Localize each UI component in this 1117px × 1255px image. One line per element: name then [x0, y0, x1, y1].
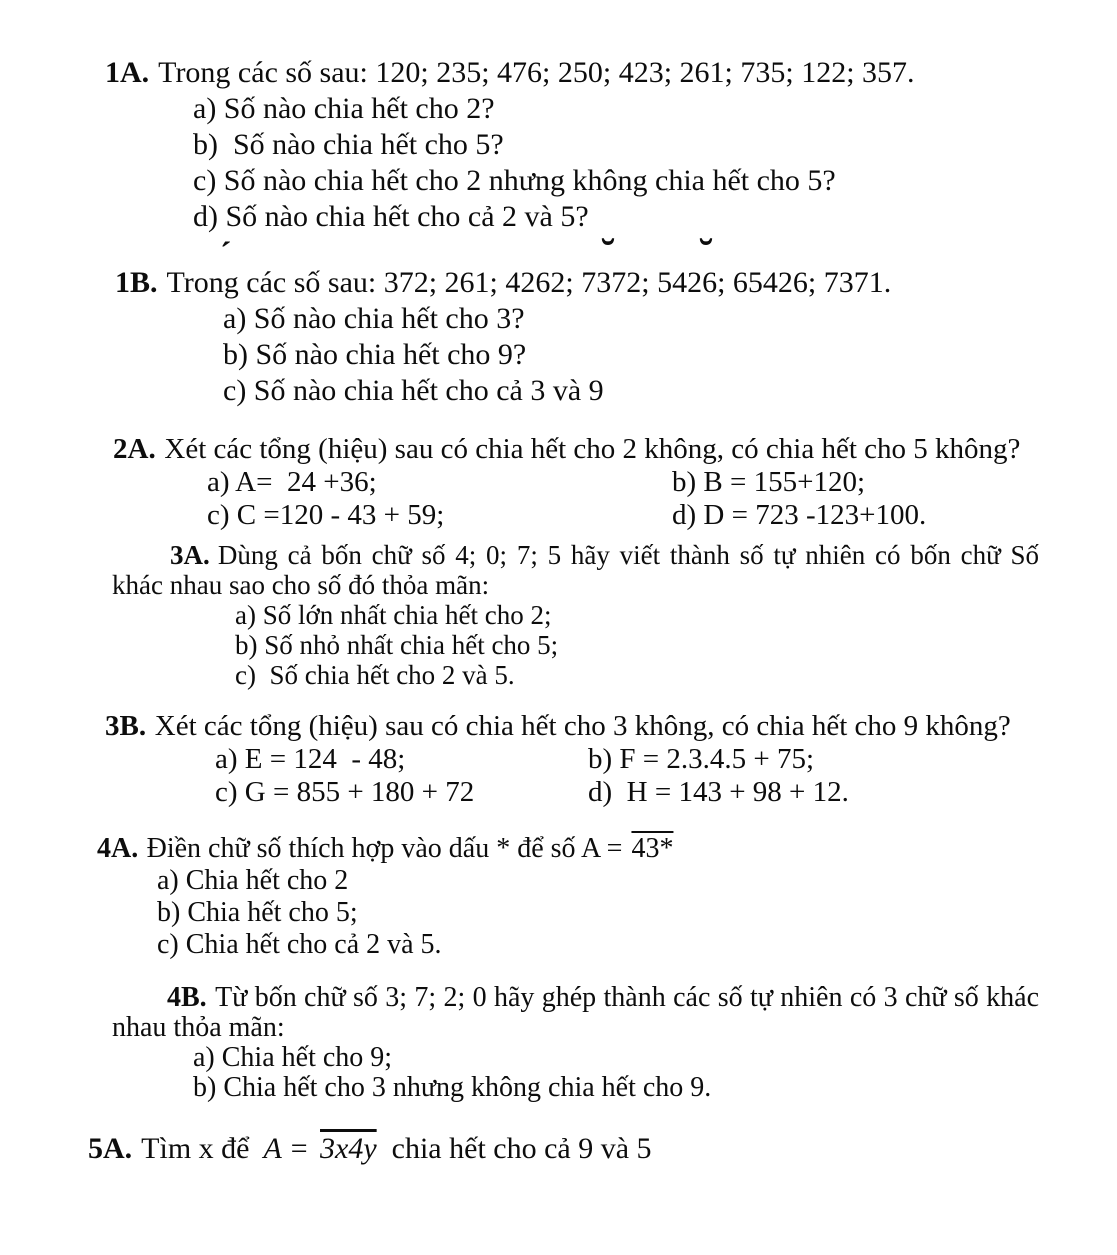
exercise-4a-item-c: c) Chia hết cho cả 2 và 5.: [157, 929, 442, 960]
exercise-1a: [85, 55, 1039, 235]
exercise-2a-item-a: a) A= 24 +36;: [207, 466, 377, 498]
exercise-5a-heading: [88, 1131, 1039, 1167]
exercise-1a-item-b: b) Số nào chia hết cho 5?: [193, 128, 504, 161]
exercise-1b-item-c: c) Số nào chia hết cho cả 3 và 9: [223, 374, 604, 407]
exercise-3b-item-d: d) H = 143 + 98 + 12.: [588, 776, 849, 808]
exercise-4b-item-a: a) Chia hết cho 9;: [193, 1042, 393, 1073]
exercise-2a-row-1: [207, 466, 1039, 499]
exercise-1a-number: 1A.: [105, 56, 150, 89]
exercise-2a-item-d: d) D = 723 -123+100.: [672, 499, 927, 531]
exercise-5a-formula-overline: 3x4y: [320, 1132, 377, 1165]
exercise-3a-number: 3A.: [170, 540, 210, 570]
exercise-3b: [85, 710, 1039, 809]
exercise-3a-heading-line1: [112, 540, 1039, 570]
exercise-5a-number: 5A.: [88, 1132, 133, 1165]
exercise-1b-item-a: a) Số nào chia hết cho 3?: [223, 302, 525, 335]
exercise-3b-item-a: a) E = 124 - 48;: [215, 743, 406, 775]
exercise-2a-heading: [113, 433, 1039, 466]
exercise-3a-item-a: a) Số lớn nhất chia hết cho 2;: [235, 600, 552, 630]
exercise-3a-heading-text1: Dùng cả bốn chữ số 4; 0; 7; 5 hãy viết thành số tự nhiên có bốn chữ Số: [217, 540, 1039, 570]
exercise-3b-heading-text: Xét các tổng (hiệu) sau có chia hết cho 3 không, có chia hết cho 9 không?: [154, 710, 1011, 742]
exercise-4a-heading: [97, 833, 1039, 865]
exercise-3a: [85, 540, 1039, 690]
exercise-4a-overline-number: 43*: [631, 833, 674, 864]
exercise-4b: [85, 983, 1039, 1103]
scan-artifact-breve-1: ˘: [601, 232, 615, 278]
exercise-1a-item-c: c) Số nào chia hết cho 2 nhưng không chia hết cho 5?: [193, 164, 836, 197]
scan-artifact-breve-2: ˘: [699, 232, 713, 278]
scan-artifact-acute: ´: [220, 236, 232, 273]
exercise-1b-heading: [115, 265, 1039, 301]
exercise-4b-item-b: b) Chia hết cho 3 nhưng không chia hết cho 9.: [193, 1072, 712, 1103]
exercise-4a-item-a: a) Chia hết cho 2: [157, 865, 349, 896]
exercise-3b-item-b: b) F = 2.3.4.5 + 75;: [588, 743, 815, 775]
exercise-5a-formula: [263, 1132, 378, 1165]
exercise-4a-heading-text: Điền chữ số thích hợp vào dấu * để số A =: [146, 833, 630, 864]
exercise-3a-heading-line2: khác nhau sao cho số đó thỏa mãn:: [112, 570, 490, 600]
exercise-2a-heading-text: Xét các tổng (hiệu) sau có chia hết cho 2 không, có chia hết cho 5 không?: [164, 433, 1021, 465]
exercise-3a-item-b: b) Số nhỏ nhất chia hết cho 5;: [235, 630, 559, 660]
exercise-2a-item-b: b) B = 155+120;: [672, 466, 866, 498]
exercise-2a: [85, 433, 1039, 532]
exercise-2a-row-2: [207, 499, 1039, 532]
exercise-2a-item-c: c) C =120 - 43 + 59;: [207, 499, 445, 531]
exercise-3b-row-2: [215, 776, 1039, 809]
exercise-3b-number: 3B.: [105, 710, 147, 742]
exercise-1a-heading: [105, 55, 1039, 91]
exercise-4a-number: 4A.: [97, 833, 139, 864]
exercise-1a-item-d: d) Số nào chia hết cho cả 2 và 5?: [193, 200, 589, 233]
exercise-5a-suffix: chia hết cho cả 9 và 5: [391, 1132, 652, 1165]
exercise-5a-prefix: Tìm x để: [141, 1132, 250, 1165]
exercise-1b-heading-text: Trong các số sau: 372; 261; 4262; 7372; 5426; 65426; 7371.: [166, 266, 892, 299]
exercise-3a-item-c: c) Số chia hết cho 2 và 5.: [235, 660, 515, 690]
exercise-5a: [85, 1131, 1039, 1167]
exercise-4b-number: 4B.: [167, 982, 207, 1013]
exercise-3b-row-1: [215, 743, 1039, 776]
exercise-1b-item-b: b) Số nào chia hết cho 9?: [223, 338, 527, 371]
exercise-4b-heading-line2: nhau thỏa mãn:: [112, 1012, 285, 1043]
exercise-1b-number: 1B.: [115, 266, 158, 299]
exercise-4a: [85, 833, 1039, 961]
exercise-1a-item-a: a) Số nào chia hết cho 2?: [193, 92, 495, 125]
exercise-4a-item-b: b) Chia hết cho 5;: [157, 897, 358, 928]
exercise-5a-formula-lhs: A =: [263, 1132, 310, 1165]
exercise-4b-heading-text1: Từ bốn chữ số 3; 7; 2; 0 hãy ghép thành các số tự nhiên có 3 chữ số khác: [215, 982, 1039, 1013]
exercise-1a-heading-text: Trong các số sau: 120; 235; 476; 250; 423; 261; 735; 122; 357.: [158, 56, 915, 89]
exercise-2a-number: 2A.: [113, 433, 156, 465]
exercise-1b: [85, 265, 1039, 409]
exercise-4b-heading-line1: [112, 983, 1039, 1013]
exercise-3b-item-c: c) G = 855 + 180 + 72: [215, 776, 475, 808]
exercise-3b-heading: [105, 710, 1039, 743]
